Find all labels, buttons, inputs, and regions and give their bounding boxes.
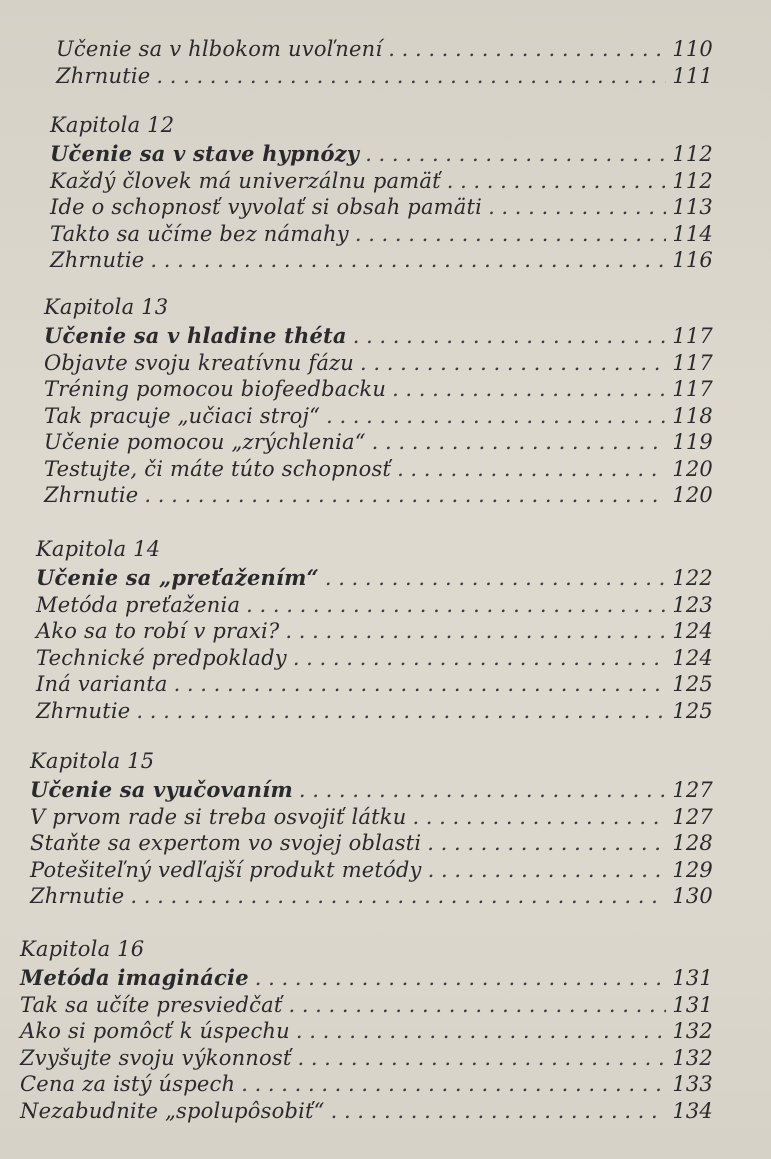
dot-leader (288, 992, 666, 1019)
chapter-label: Kapitola 12 (50, 113, 175, 137)
page-number: 117 (672, 377, 713, 401)
toc-entry (30, 804, 713, 831)
toc-entry (36, 618, 713, 645)
dot-leader (241, 1071, 666, 1098)
entry-title: Tréning pomocou biofeedbacku (44, 377, 387, 401)
page-number: 119 (672, 430, 713, 454)
toc-entry (50, 194, 713, 221)
chapter-label: Kapitola 13 (44, 295, 169, 319)
page-number: 113 (672, 195, 713, 219)
entry-title: Učenie sa v hlbokom uvoľnení (56, 37, 383, 61)
page-number: 132 (672, 1019, 713, 1043)
page-number: 114 (672, 221, 713, 246)
entry-title: Učenie sa v stave hypnózy (50, 141, 360, 166)
entry-title: Metóda imaginácie (20, 965, 249, 990)
dot-leader (365, 141, 666, 168)
dot-leader (246, 592, 666, 619)
dot-leader (296, 1018, 666, 1045)
entry-title: Zhrnutie (30, 884, 125, 908)
page-number: 124 (672, 619, 713, 643)
toc-heading-entry (36, 565, 713, 592)
dot-leader (388, 36, 666, 63)
toc-entry (30, 883, 713, 910)
page-number: 117 (672, 350, 713, 375)
toc-heading-entry (30, 777, 713, 804)
page-number: 127 (672, 778, 713, 802)
dot-leader (360, 350, 666, 377)
entry-title: Staňte sa expertom vo svojej oblasti (30, 831, 422, 855)
page-number: 123 (672, 592, 713, 617)
page-number: 122 (672, 566, 713, 590)
entry-title: Zvyšujte svoju výkonnosť (20, 1045, 292, 1070)
dot-leader (136, 698, 666, 725)
toc-entry (44, 482, 713, 509)
dot-leader (353, 323, 667, 350)
entry-title: Učenie sa „preťažením“ (36, 565, 319, 590)
page-number: 133 (672, 1072, 713, 1096)
entry-title: Testujte, či máte túto schopnosť (44, 456, 392, 481)
dot-leader (488, 194, 666, 221)
toc-entry (36, 645, 713, 672)
toc-entry (30, 857, 713, 884)
toc-entry (44, 350, 713, 377)
toc-heading-entry (44, 323, 713, 350)
entry-title: Objavte svoju kreatívnu fázu (44, 350, 355, 375)
page-number: 111 (672, 63, 713, 88)
toc-entry (30, 830, 713, 857)
page-number: 120 (672, 456, 713, 481)
entry-title: Tak sa učíte presviedčať (20, 992, 283, 1017)
dot-leader (397, 456, 666, 483)
toc-entry (36, 671, 713, 698)
page-number: 134 (672, 1098, 713, 1123)
dot-leader (174, 671, 667, 698)
page-number: 130 (672, 884, 713, 908)
entry-title: Tak pracuje „učiaci stroj“ (44, 403, 321, 428)
dot-leader (297, 1045, 666, 1072)
dot-leader (293, 645, 666, 672)
dot-leader (392, 376, 666, 403)
dot-leader (144, 482, 666, 509)
entry-title: Takto sa učíme bez námahy (50, 221, 349, 246)
entry-title: Ako si pomôcť k úspechu (20, 1019, 290, 1043)
entry-title: Nezabudnite „spolupôsobiť“ (20, 1098, 325, 1123)
dot-leader (427, 830, 666, 857)
page-number: 125 (672, 698, 713, 723)
dot-leader (325, 565, 666, 592)
page-number: 112 (672, 142, 713, 166)
dot-leader (130, 883, 666, 910)
entry-title: V prvom rade si treba osvojiť látku (30, 804, 407, 829)
page-number: 132 (672, 1045, 713, 1070)
entry-title: Učenie pomocou „zrýchlenia“ (44, 430, 366, 454)
toc-entry (50, 221, 713, 248)
toc-entry (44, 456, 713, 483)
dot-leader (428, 857, 667, 884)
dot-leader (285, 618, 666, 645)
dot-leader (355, 221, 666, 248)
toc-entry (36, 592, 713, 619)
toc-entry (20, 1071, 713, 1098)
page-number: 118 (672, 403, 713, 428)
dot-leader (150, 247, 666, 274)
dot-leader (372, 429, 667, 456)
page-number: 116 (672, 248, 713, 272)
toc-entry (20, 1098, 713, 1125)
page-number: 131 (672, 992, 713, 1017)
chapter-label: Kapitola 15 (30, 749, 155, 773)
page-number: 125 (672, 672, 713, 696)
toc-section (44, 294, 713, 509)
toc-entry (50, 247, 713, 274)
toc-entry (56, 63, 713, 90)
page-number: 112 (672, 168, 713, 193)
toc-section (36, 536, 713, 724)
entry-title: Ide o schopnosť vyvolať si obsah pamäti (50, 195, 483, 219)
toc-heading-entry (20, 965, 713, 992)
page-number: 128 (672, 831, 713, 855)
page-number: 110 (672, 37, 713, 61)
dot-leader (412, 804, 666, 831)
entry-title: Technické predpoklady (36, 645, 287, 670)
toc-heading-entry (50, 141, 713, 168)
toc-section (20, 936, 713, 1124)
toc-entry (44, 376, 713, 403)
dot-leader (326, 403, 666, 430)
toc-entry (20, 1018, 713, 1045)
entry-title: Metóda preťaženia (36, 592, 241, 617)
entry-title: Potešiteľný vedľajší produkt metódy (30, 857, 422, 882)
page-number: 117 (672, 324, 713, 348)
entry-title: Zhrnutie (36, 698, 131, 723)
entry-title: Ako sa to robí v praxi? (36, 619, 280, 643)
entry-title: Každý človek má univerzálnu pamäť (50, 168, 441, 193)
page-number: 131 (672, 966, 713, 990)
page-number: 127 (672, 804, 713, 829)
toc-entry (20, 1045, 713, 1072)
toc-section (56, 36, 713, 89)
entry-title: Učenie sa vyučovaním (30, 777, 293, 802)
dot-leader (255, 965, 667, 992)
dot-leader (447, 168, 667, 195)
toc-entry (44, 403, 713, 430)
dot-leader (331, 1098, 667, 1125)
page-number: 129 (672, 857, 713, 882)
toc-entry (44, 429, 713, 456)
toc-entry (36, 698, 713, 725)
toc-section (50, 112, 713, 274)
entry-title: Zhrnutie (50, 248, 145, 272)
page-number: 120 (672, 483, 713, 507)
toc-entry (20, 992, 713, 1019)
dot-leader (299, 777, 666, 804)
entry-title: Učenie sa v hladine théta (44, 323, 347, 348)
entry-title: Cena za istý úspech (20, 1072, 236, 1096)
entry-title: Zhrnutie (56, 63, 151, 88)
entry-title: Zhrnutie (44, 483, 139, 507)
toc-entry (50, 168, 713, 195)
page-number: 124 (672, 645, 713, 670)
toc-entry (56, 36, 713, 63)
entry-title: Iná varianta (36, 672, 168, 696)
chapter-label: Kapitola 16 (20, 937, 145, 961)
dot-leader (156, 63, 666, 90)
toc-section (30, 748, 713, 910)
chapter-label: Kapitola 14 (36, 537, 161, 561)
